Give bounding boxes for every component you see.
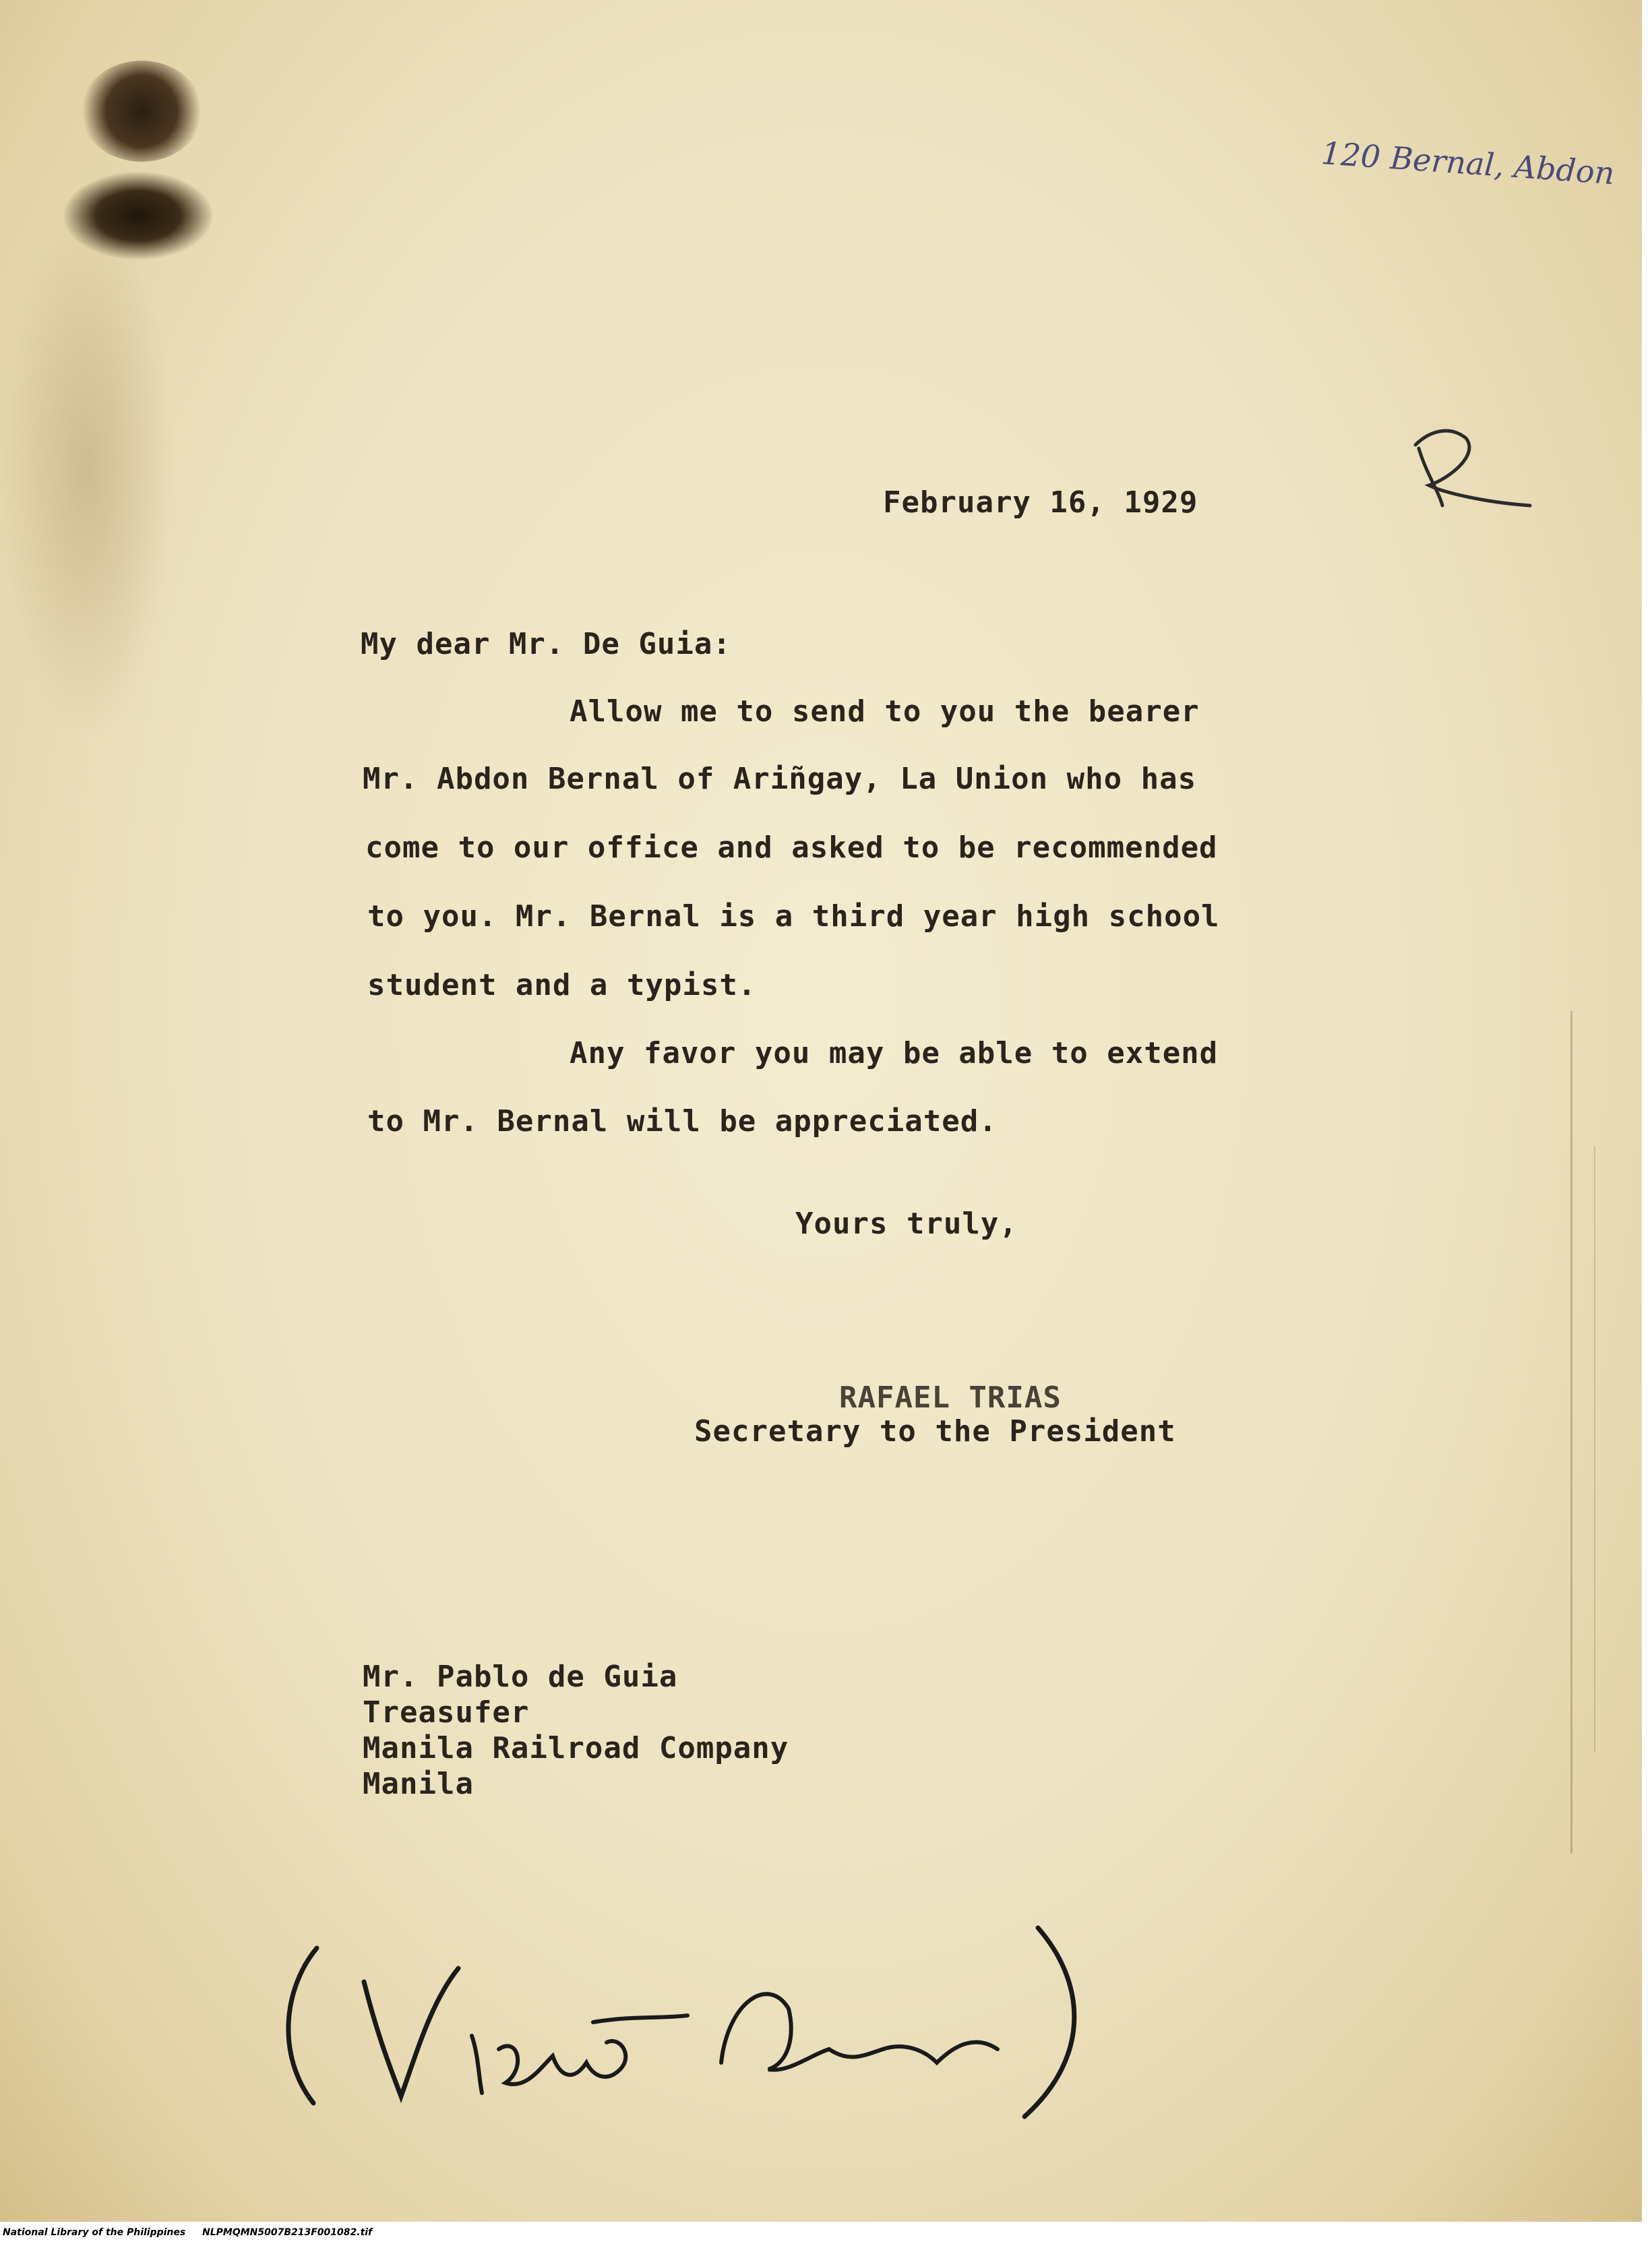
recipient-position: Treasufer	[363, 1695, 530, 1730]
body-line: student and a typist.	[367, 968, 757, 1002]
body-line: to Mr. Bernal will be appreciated.	[367, 1104, 998, 1139]
paper-crease	[1594, 1146, 1595, 1753]
recipient-city: Manila	[363, 1767, 474, 1801]
water-stain	[0, 202, 175, 741]
signatory-title: Secretary to the President	[694, 1414, 1176, 1449]
body-line: come to our office and asked to be recommended	[365, 830, 1218, 865]
handwritten-mark	[1402, 418, 1550, 519]
ink-blot	[64, 172, 212, 260]
handwritten-signature	[256, 1901, 1132, 2144]
body-line: to you. Mr. Bernal is a third year high school	[367, 899, 1220, 934]
body-line: Allow me to send to you the bearer	[570, 694, 1200, 729]
file-name: NLPMQMN5007B213F001082.tif	[202, 2227, 373, 2238]
paper-crease	[1570, 1011, 1572, 1854]
body-line: Any favor you may be able to extend	[570, 1036, 1219, 1070]
recipient-name: Mr. Pablo de Guia	[363, 1660, 678, 1694]
letter-date: February 16, 1929	[883, 485, 1198, 520]
header-annotation: 120 Bernal, Abdon	[1320, 134, 1616, 192]
closing: Yours truly,	[795, 1207, 1018, 1241]
body-line: Mr. Abdon Bernal of Ariñgay, La Union who has	[363, 762, 1197, 796]
signatory-name: RAFAEL TRIAS	[839, 1380, 1062, 1415]
recipient-company: Manila Railroad Company	[363, 1731, 789, 1765]
archive-label: National Library of the Philippines	[3, 2227, 186, 2238]
ink-blot	[81, 61, 202, 162]
salutation: My dear Mr. De Guia:	[361, 627, 731, 661]
